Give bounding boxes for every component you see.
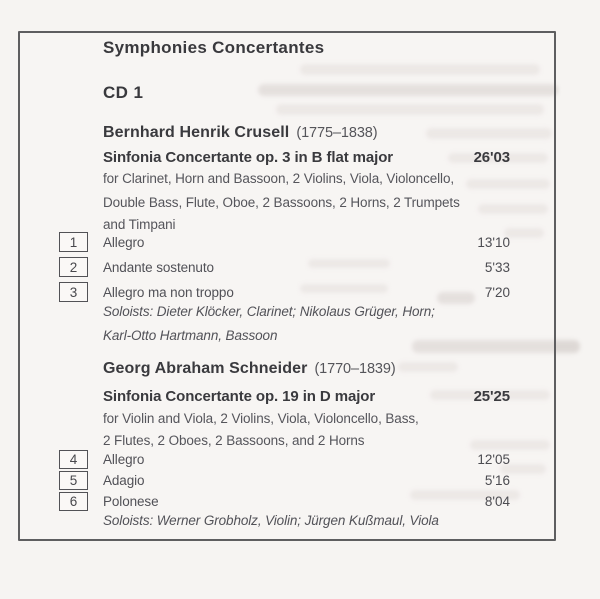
instrumentation-line: and Timpani xyxy=(103,217,176,232)
track-title: Polonese xyxy=(103,494,159,509)
track-time: 5'33 xyxy=(484,259,510,275)
work-title-row xyxy=(103,388,510,405)
track-row xyxy=(59,492,510,511)
track-row xyxy=(59,471,510,490)
track-time: 13'10 xyxy=(477,234,510,250)
soloists-line: Soloists: Werner Grobholz, Violin; Jürgen Kußmaul, Viola xyxy=(103,513,439,528)
track-number: 3 xyxy=(69,284,78,300)
track-title: Andante sostenuto xyxy=(103,259,214,275)
track-number-box xyxy=(59,257,88,277)
track-number-box xyxy=(59,282,88,302)
track-row xyxy=(59,282,510,302)
track-row xyxy=(59,450,510,469)
composer-name: Bernhard Henrik Crusell xyxy=(103,124,290,141)
track-time: 12'05 xyxy=(477,452,510,467)
track-title: Allegro xyxy=(103,234,145,250)
instrumentation-line: 2 Flutes, 2 Oboes, 2 Bassoons, and 2 Horns xyxy=(103,433,365,448)
track-time: 7'20 xyxy=(484,284,510,300)
track-number: 6 xyxy=(69,494,78,509)
composer-line xyxy=(103,124,378,142)
track-title: Allegro xyxy=(103,452,145,467)
track-number: 1 xyxy=(69,234,78,250)
work-title: Sinfonia Concertante op. 3 in B flat major xyxy=(103,149,393,166)
work-duration: 26'03 xyxy=(473,149,510,166)
track-number-box xyxy=(59,450,88,469)
cd-label: CD 1 xyxy=(103,83,144,102)
track-number: 5 xyxy=(69,473,78,488)
track-time: 5'16 xyxy=(484,473,510,488)
track-title: Adagio xyxy=(103,473,145,488)
work-title: Sinfonia Concertante op. 19 in D major xyxy=(103,388,376,405)
work-duration: 25'25 xyxy=(473,388,510,405)
track-time: 8'04 xyxy=(484,494,510,509)
instrumentation-line: for Violin and Viola, 2 Violins, Viola, Violoncello, Bass, xyxy=(103,411,419,426)
track-title: Allegro ma non troppo xyxy=(103,284,234,300)
track-number: 4 xyxy=(69,452,78,467)
track-number: 2 xyxy=(69,259,78,275)
track-number-box xyxy=(59,471,88,490)
track-row xyxy=(59,232,510,252)
track-number-box xyxy=(59,492,88,511)
composer-dates: (1775–1838) xyxy=(296,125,378,141)
soloists-line: Soloists: Dieter Klöcker, Clarinet; Nikolaus Grüger, Horn; xyxy=(103,304,435,319)
instrumentation-line: for Clarinet, Horn and Bassoon, 2 Violins, Viola, Violoncello, xyxy=(103,171,455,186)
composer-line xyxy=(103,360,396,378)
track-number-box xyxy=(59,232,88,252)
work-title-row xyxy=(103,149,510,166)
soloists-line: Karl-Otto Hartmann, Bassoon xyxy=(103,328,278,343)
composer-name: Georg Abraham Schneider xyxy=(103,360,308,377)
page-title: Symphonies Concertantes xyxy=(103,38,325,57)
composer-dates: (1770–1839) xyxy=(314,361,396,377)
instrumentation-line: Double Bass, Flute, Oboe, 2 Bassoons, 2 Horns, 2 Trumpets xyxy=(103,195,460,210)
track-row xyxy=(59,257,510,277)
